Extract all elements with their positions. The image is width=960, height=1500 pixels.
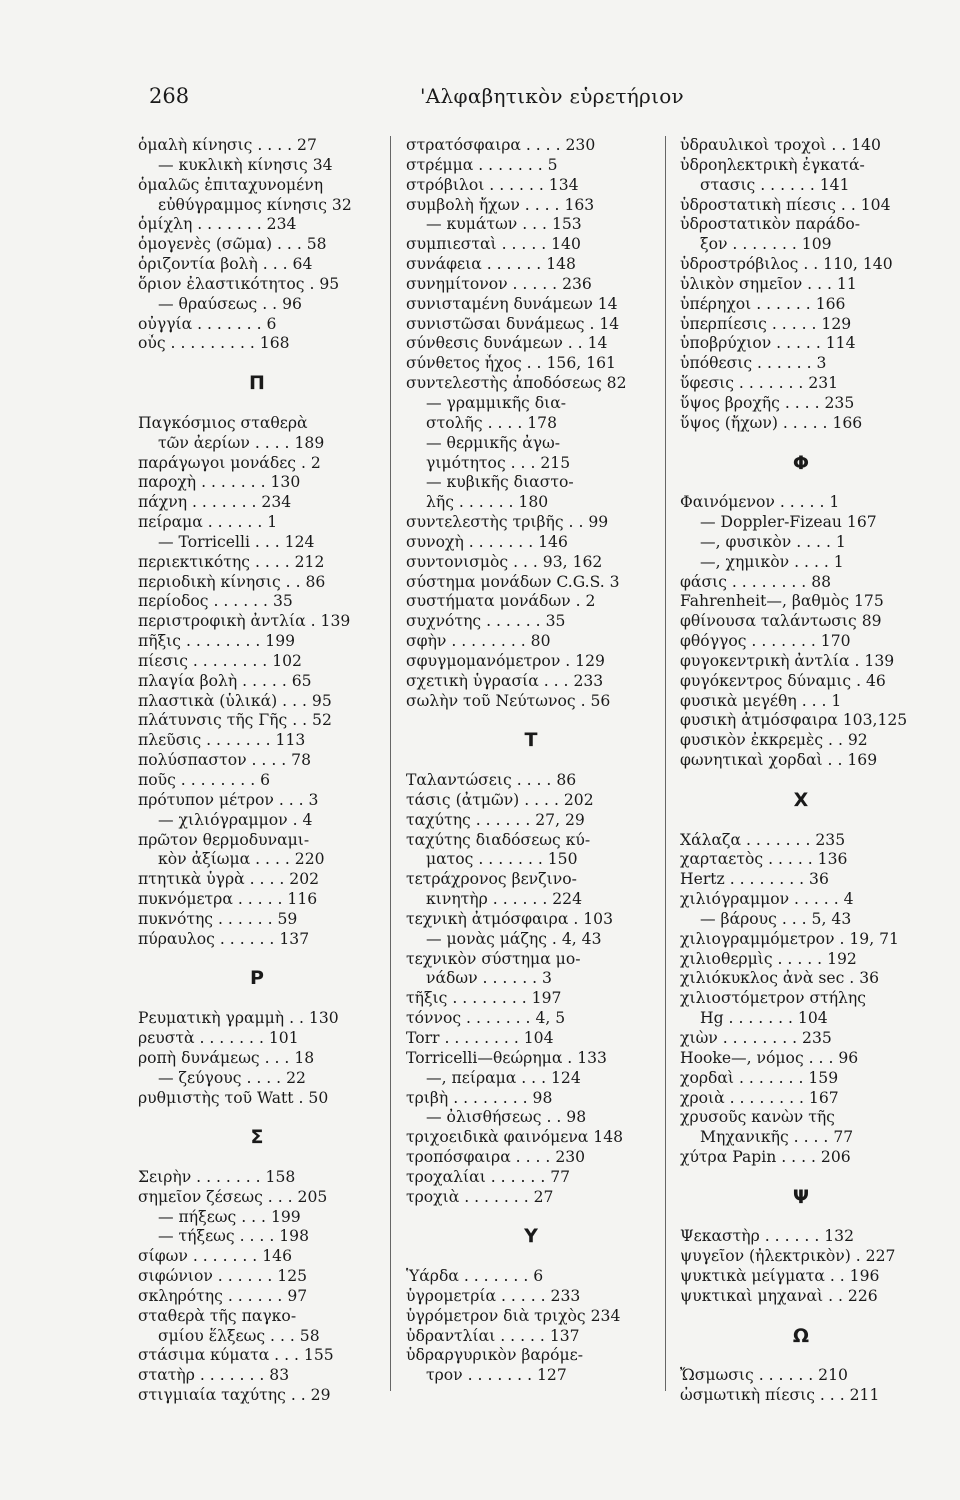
index-subentry: —, πείραμα . . . 124 [426,1068,581,1087]
index-entry: συντονισμὸς . . . 93, 162 [406,552,603,571]
index-entry: φυγόκεντρος δύναμις . 46 [680,671,886,690]
index-subentry: Hg . . . . . . . 104 [700,1009,828,1028]
index-entry: στάσιμα κύματα . . . 155 [138,1346,334,1365]
running-title: 'Αλφαβητικὸν εὑρετήριον [420,84,685,108]
index-entry: ψυγεῖον (ἠλεκτρικὸν) . 227 [680,1247,896,1266]
index-entry: πύραυλος . . . . . . 137 [138,929,310,948]
index-subentry: — μονὰς μάζης . 4, 43 [426,929,602,948]
index-entry: συνισταμένη δυνάμεων 14 [406,294,618,313]
index-entry: ὑδραργυρικὸν βαρόμε- [406,1346,583,1365]
index-subentry: εὐθύγραμμος κίνησις 32 [158,195,352,214]
index-entry: σίφων . . . . . . . 146 [138,1247,292,1266]
index-subentry: — πήξεως . . . 199 [158,1207,301,1226]
index-entry: στατὴρ . . . . . . . 83 [138,1366,290,1385]
index-entry: Παγκόσμιος σταθερὰ [138,413,308,432]
index-entry: φυσικὴ ἀτμόσφαιρα 103,125 [680,711,908,730]
index-entry: χιλιόγραμμον . . . . . 4 [680,890,854,909]
index-entry: ὁμογενὲς (σῶμα) . . . 58 [138,235,327,254]
index-entry: χιλιόκυκλος ἀνὰ sec . 36 [680,969,880,988]
index-entry: συμβολὴ ἤχων . . . . 163 [406,195,595,214]
section-spacer [680,1346,922,1366]
index-column-2 [406,136,656,1386]
section-letter-heading: Χ [793,788,809,811]
section-spacer [680,771,922,791]
index-entry: περιστροφικὴ ἀντλία . 139 [138,612,351,631]
index-entry: ὑδροστρόβιλος . . 110, 140 [680,255,893,274]
index-entry: Hertz . . . . . . . . 36 [680,870,829,889]
index-entry: πυκνότης . . . . . . 59 [138,909,298,928]
index-subentry: κὸν ἀξίωμα . . . . 220 [158,850,325,869]
section-spacer [138,394,376,414]
section-letter-heading: Φ [792,451,810,474]
index-entry: ρευστὰ . . . . . . . 101 [138,1028,299,1047]
index-entry: οὖς . . . . . . . . . 168 [138,334,290,353]
index-entry: σταθερὰ τῆς παγκο- [138,1306,297,1325]
index-entry: χιὼν . . . . . . . . 235 [680,1028,832,1047]
index-entry: συστήματα μονάδων . 2 [406,592,596,611]
index-subentry: τρον . . . . . . . 127 [426,1366,567,1385]
index-entry: φωνητικαὶ χορδαὶ . . 169 [680,751,878,770]
index-entry: τροπόσφαιρα . . . . 230 [406,1148,586,1167]
index-entry: τριβὴ . . . . . . . . 98 [406,1088,553,1107]
index-entry: πολύσπαστον . . . . 78 [138,751,312,770]
index-subentry: — Doppler-Fizeau 167 [700,513,877,532]
index-entry: συνοχὴ . . . . . . . 146 [406,532,568,551]
index-entry: σημεῖον ζέσεως . . . 205 [138,1187,328,1206]
index-entry: πλαγία βολὴ . . . . . 65 [138,671,312,690]
index-entry: Ὤσμωσις . . . . . . 210 [680,1366,848,1385]
index-entry: πλαστικὰ (ὑλικά) . . . 95 [138,691,332,710]
index-entry: ὑδραντλίαι . . . . . 137 [406,1326,580,1345]
index-subentry: στολῆς . . . . 178 [426,413,557,432]
index-subentry: — κυκλικὴ κίνησις 34 [158,155,333,174]
index-entry: πτητικὰ ὑγρὰ . . . . 202 [138,870,320,889]
section-spacer [406,751,656,771]
column-divider [665,136,666,1391]
section-letter-heading: Ψ [792,1185,810,1208]
section-letter-heading: Π [249,372,265,395]
index-entry: πρῶτον θερμοδυναμι- [138,830,310,849]
index-entry: σφὴν . . . . . . . . 80 [406,632,551,651]
index-entry: χροιὰ . . . . . . . . 167 [680,1088,839,1107]
index-entry: ὑδροηλεκτρικὴ ἐγκατά- [680,155,865,174]
index-entry: τάσις (ἀτμῶν) . . . . 202 [406,790,594,809]
index-entry: ὕψος βροχῆς . . . . 235 [680,393,855,412]
index-entry: σύστημα μονάδων C.G.S. 3 [406,572,620,591]
index-subentry: γιμότητος . . . 215 [426,453,571,472]
index-entry: στρατόσφαιρα . . . . 230 [406,136,596,154]
index-entry: παροχὴ . . . . . . . 130 [138,473,301,492]
index-entry: Hooke—, νόμος . . . 96 [680,1048,859,1067]
index-entry: περιεκτικότης . . . . 212 [138,552,325,571]
index-entry: συχνότης . . . . . . 35 [406,612,566,631]
index-entry: συντελεστὴς ἀποδόσεως 82 [406,374,627,393]
index-entry: σύνθεσις δυνάμεων . . 14 [406,334,608,353]
column-divider [390,136,391,1391]
index-subentry: κινητὴρ . . . . . . 224 [426,890,583,909]
index-entry: ψυκτικὰ μείγματα . . 196 [680,1267,880,1286]
index-entry: πίεσις . . . . . . . . 102 [138,651,302,670]
index-entry: χαρταετὸς . . . . . 136 [680,850,848,869]
index-entry: στρέμμα . . . . . . . 5 [406,155,558,174]
index-entry: τροχιὰ . . . . . . . 27 [406,1187,554,1206]
index-subentry: — κυβικῆς διαστο- [426,473,574,492]
index-entry: συμπιεσταὶ . . . . . 140 [406,235,581,254]
index-entry: ταχύτης διαδόσεως κύ- [406,830,591,849]
index-entry: πρότυπον μέτρον . . . 3 [138,790,319,809]
index-entry: τόννος . . . . . . . 4, 5 [406,1009,566,1028]
index-entry: Σειρὴν . . . . . . . 158 [138,1167,296,1186]
index-entry: ψυκτικαὶ μηχαναὶ . . 226 [680,1286,878,1305]
section-spacer [138,1148,376,1168]
index-entry: ὑπέρηχοι . . . . . . 166 [680,294,846,313]
index-entry: σύνθετος ἦχος . . 156, 161 [406,354,616,373]
index-subentry: τῶν ἀερίων . . . . 189 [158,433,325,452]
index-subentry: — θερμικῆς ἀγω- [426,433,561,452]
index-entry: σκληρότης . . . . . . 97 [138,1286,308,1305]
index-entry: Ὑάρδα . . . . . . . 6 [406,1267,544,1286]
section-spacer [680,473,922,493]
index-entry: ὑποβρύχιον . . . . . 114 [680,334,856,353]
index-entry: χρυσοῦς κανὼν τῆς [680,1108,835,1127]
index-entry: ὁμαλῶς ἐπιταχυνομένη [138,175,324,194]
index-subentry: ξον . . . . . . . 109 [700,235,832,254]
index-entry: πυκνόμετρα . . . . . 116 [138,890,318,909]
section-letter-heading: Υ [524,1225,538,1248]
index-subentry: — ὀλισθήσεως . . 98 [426,1108,587,1127]
index-subentry: ματος . . . . . . . 150 [426,850,578,869]
index-entry: Ψεκαστὴρ . . . . . . 132 [680,1227,855,1246]
index-column-3 [680,136,922,1406]
index-subentry: — θραύσεως . . 96 [158,294,302,313]
index-entry: ὅριον ἐλαστικότητος . 95 [138,274,340,293]
index-subentry: — χιλιόγραμμον . 4 [158,810,313,829]
index-subentry: στασις . . . . . . 141 [700,175,850,194]
index-subentry: —, φυσικὸν . . . . 1 [700,532,846,551]
section-letter-heading: Τ [524,729,538,752]
index-entry: Torr . . . . . . . . 104 [406,1028,554,1047]
index-entry: Ρευματικὴ γραμμὴ . . 130 [138,1009,339,1028]
index-entry: ὑπόθεσις . . . . . . 3 [680,354,827,373]
index-subentry: Μηχανικῆς . . . . 77 [700,1128,854,1147]
index-entry: ὑλικὸν σημεῖον . . . 11 [680,274,857,293]
index-subentry: — Torricelli . . . 124 [158,532,315,551]
index-entry: ὁμαλὴ κίνησις . . . . 27 [138,136,317,154]
index-entry: Ταλαντώσεις . . . . 86 [406,771,577,789]
index-entry: χύτρα Papin . . . . 206 [680,1148,851,1167]
index-entry: φυγοκεντρικὴ ἀντλία . 139 [680,651,895,670]
index-entry: πείραμα . . . . . . 1 [138,513,278,532]
index-entry: στιγμιαία ταχύτης . . 29 [138,1386,331,1405]
section-spacer [680,1168,922,1188]
index-entry: ὑπερπίεσις . . . . . 129 [680,314,852,333]
section-spacer [680,434,922,454]
index-subentry: — βάρους . . . 5, 43 [700,909,852,928]
section-spacer [680,1307,922,1327]
index-column-1 [138,136,376,1406]
index-entry: τροχαλίαι . . . . . . 77 [406,1167,571,1186]
section-letter-heading: Ρ [250,967,264,990]
index-subentry: σμίου ἕλξεως . . . 58 [158,1326,320,1345]
index-entry: ὑδροστατικὸν παράδο- [680,215,861,234]
index-entry: ὁριζοντία βολὴ . . . 64 [138,255,313,274]
index-entry: Fahrenheit—, βαθμὸς 175 [680,592,884,611]
index-entry: συντελεστὴς τριβῆς . . 99 [406,513,609,532]
index-entry: χιλιοστόμετρον στήλης [680,989,867,1008]
index-entry: ὑδραυλικοὶ τροχοὶ . . 140 [680,136,881,154]
index-entry: σωλὴν τοῦ Νεύτωνος . 56 [406,691,611,710]
section-spacer [138,989,376,1009]
index-entry: χιλιογραμμόμετρον . 19, 71 [680,929,899,948]
index-entry: τῆξις . . . . . . . . 197 [406,989,562,1008]
index-entry: ὁμίχλη . . . . . . . 234 [138,215,297,234]
index-entry: ποῦς . . . . . . . . 6 [138,771,271,789]
index-entry: πῆξις . . . . . . . . 199 [138,632,296,651]
index-subentry: — γραμμικῆς δια- [426,393,567,412]
index-entry: συνάφεια . . . . . . 148 [406,255,576,274]
index-entry: πλεῦσις . . . . . . . 113 [138,731,306,750]
index-subentry: — κυμάτων . . . 153 [426,215,582,234]
index-entry: φυσικὸν ἐκκρεμὲς . . 92 [680,731,868,750]
index-entry: φάσις . . . . . . . . 88 [680,572,832,591]
index-entry: περίοδος . . . . . . 35 [138,592,293,611]
index-entry: τεχνικὸν σύστημα μο- [406,949,581,968]
index-entry: σιφώνιον . . . . . . 125 [138,1267,308,1286]
index-subentry: λῆς . . . . . . 180 [426,493,549,512]
index-entry: στρόβιλοι . . . . . . 134 [406,175,579,194]
index-entry: ταχύτης . . . . . . 27, 29 [406,810,585,829]
index-subentry: νάδων . . . . . . 3 [426,969,552,988]
index-entry: συνημίτονον . . . . . 236 [406,274,592,293]
index-entry: ὕφεσις . . . . . . . 231 [680,374,839,393]
section-spacer [406,1247,656,1267]
index-entry: σχετικὴ ὑγρασία . . . 233 [406,671,604,690]
section-letter-heading: Ω [792,1324,810,1347]
index-subentry: — τήξεως . . . . 198 [158,1227,310,1246]
index-entry: περιοδικὴ κίνησις . . 86 [138,572,326,591]
index-entry: πάχνη . . . . . . . 234 [138,493,292,512]
index-entry: τετράχρονος βενζινο- [406,870,577,889]
section-spacer [680,811,922,831]
section-letter-heading: Σ [250,1126,264,1149]
index-entry: Torricelli—θεώρημα . 133 [406,1048,607,1067]
index-entry: φθόγγος . . . . . . . 170 [680,632,851,651]
index-subentry: — ζεύγους . . . . 22 [158,1068,306,1087]
index-entry: φυσικὰ μεγέθη . . . 1 [680,691,842,710]
index-entry: ὑγρόμετρον διὰ τριχὸς 234 [406,1306,621,1325]
index-entry: σφυγμομανόμετρον . 129 [406,651,605,670]
index-subentry: —, χημικὸν . . . . 1 [700,552,844,571]
section-spacer [680,1208,922,1228]
index-entry: ρυθμιστὴς τοῦ Watt . 50 [138,1088,329,1107]
index-entry: ὕψος (ἤχων) . . . . . 166 [680,413,863,432]
index-entry: Φαινόμενον . . . . . 1 [680,493,840,512]
index-entry: χιλιοθερμὶς . . . . . 192 [680,949,857,968]
index-entry: συνιστῶσαι δυνάμεως . 14 [406,314,620,333]
page-number: 268 [149,84,190,108]
index-entry: ροπὴ δυνάμεως . . . 18 [138,1048,315,1067]
index-entry: Χάλαζα . . . . . . . 235 [680,830,846,849]
index-entry: τριχοειδικὰ φαινόμενα 148 [406,1128,624,1147]
index-entry: χορδαὶ . . . . . . . 159 [680,1068,839,1087]
index-entry: ὠσμωτικὴ πίεσις . . . 211 [680,1386,880,1405]
index-entry: οὐγγία . . . . . . . 6 [138,314,277,333]
index-entry: ὑγρομετρία . . . . . 233 [406,1286,581,1305]
index-entry: φθίνουσα ταλάντωσις 89 [680,612,882,631]
index-entry: παράγωγοι μονάδες . 2 [138,453,321,472]
index-entry: ὑδροστατικὴ πίεσις . . 104 [680,195,891,214]
index-entry: τεχνικὴ ἀτμόσφαιρα . 103 [406,909,614,928]
index-entry: πλάτυνσις τῆς Γῆς . . 52 [138,711,332,730]
